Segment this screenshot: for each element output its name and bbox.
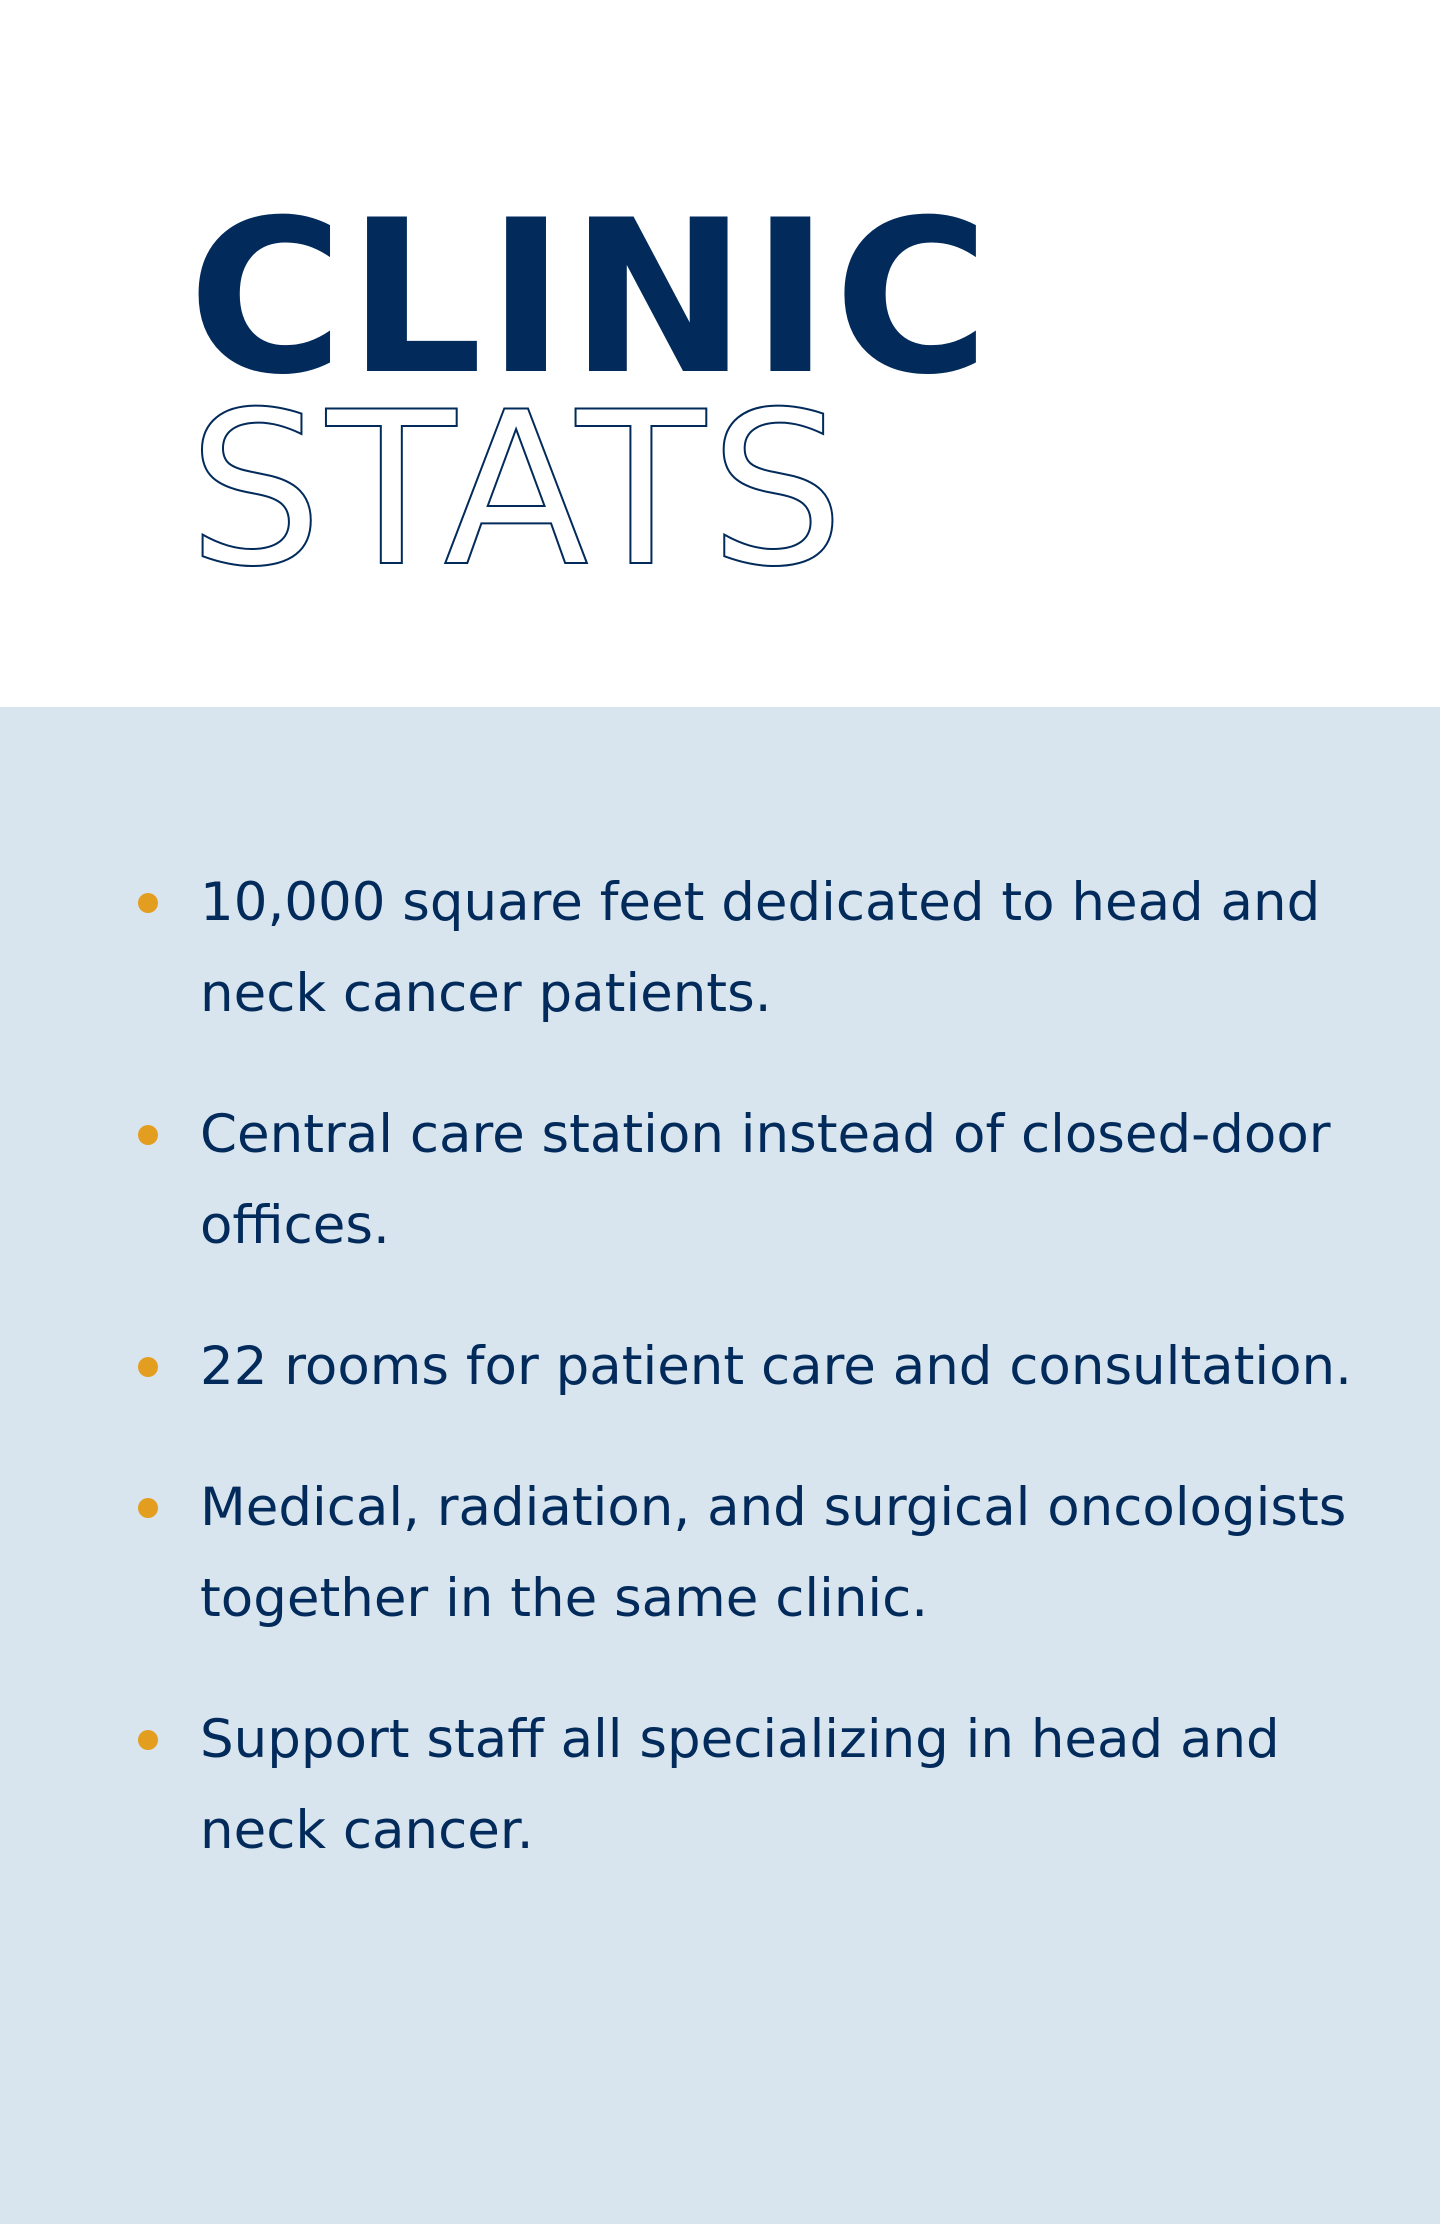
stat-text: Medical, radiation, and surgical oncologists together in the same clinic.: [200, 1477, 1347, 1629]
stat-text: 10,000 square feet dedicated to head and neck cancer patients.: [200, 872, 1321, 1024]
stat-item-square-feet: [0, 857, 1440, 1039]
stat-text: Central care station instead of closed-door offices.: [200, 1104, 1331, 1256]
bullet-icon: [138, 1730, 158, 1750]
bullet-icon: [138, 893, 158, 913]
stat-item-support-staff: [0, 1694, 1440, 1876]
title-clinic: CLINIC: [188, 174, 994, 421]
title-stats: STATS: [188, 366, 849, 613]
stats-list: [0, 857, 1440, 1926]
stat-item-rooms: [0, 1321, 1440, 1412]
header-section: [0, 0, 1440, 707]
stat-item-care-station: [0, 1089, 1440, 1271]
bullet-icon: [138, 1125, 158, 1145]
bullet-icon: [138, 1498, 158, 1518]
stat-text: 22 rooms for patient care and consultation.: [200, 1336, 1352, 1397]
bullet-icon: [138, 1357, 158, 1377]
stat-text: Support staff all specializing in head and neck cancer.: [200, 1709, 1280, 1861]
stat-item-oncologists: [0, 1462, 1440, 1644]
stats-panel: [0, 707, 1440, 2224]
